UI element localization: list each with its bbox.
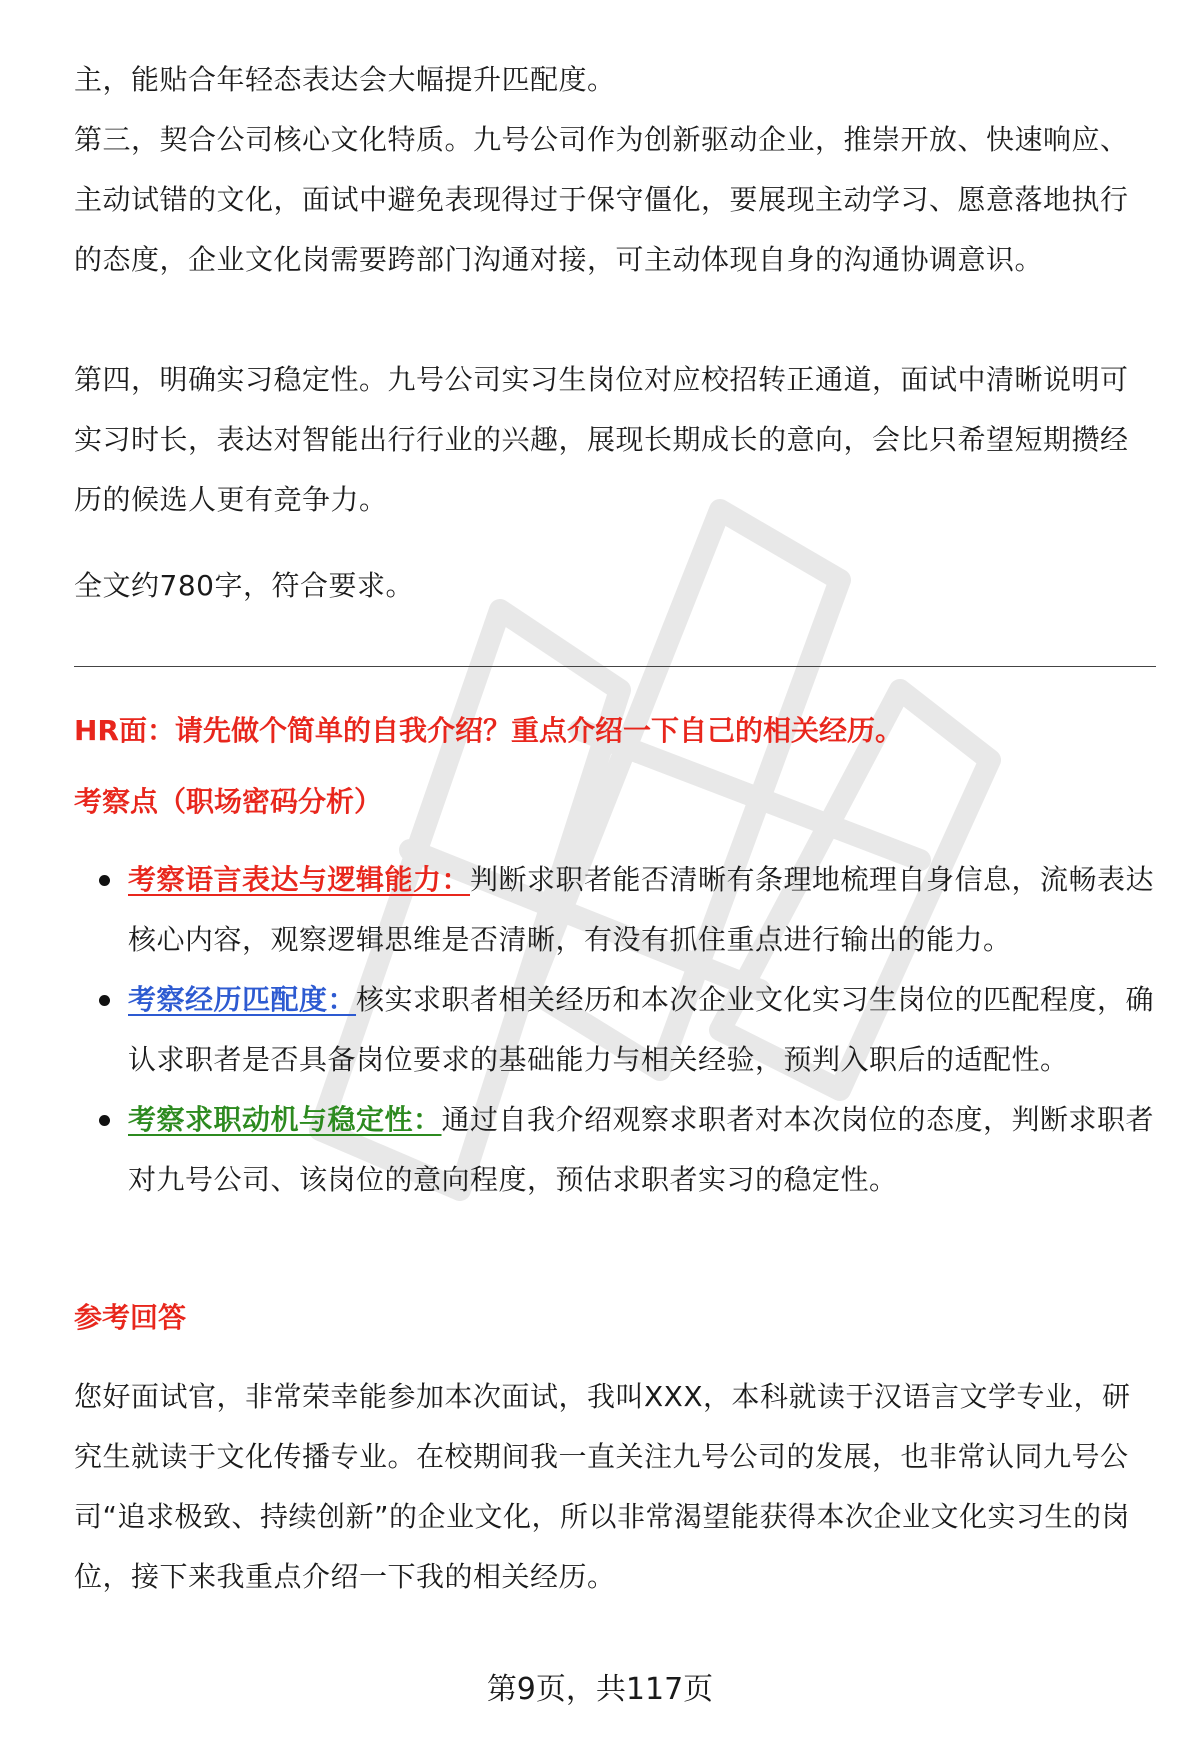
list-item <box>74 970 1156 1090</box>
list-item <box>74 850 1156 970</box>
paragraph-fourth-point: 第四，明确实习稳定性。九号公司实习生岗位对应校招转正通道，面试中清晰说明可实习时长，表达对智能出行行业的兴趣，展现长期成长的意向，会比只希望短期攒经历的候选人更有竞争力。 <box>74 363 1129 516</box>
bullet-title-language: 考察语言表达与逻辑能力： <box>128 863 471 896</box>
bullet-text-experience: 核实求职者相关经历和本次企业文化实习生岗位的匹配程度，确认求职者是否具备岗位要求的基础能力与相关经验，预判入职后的适配性。 <box>128 983 1155 1076</box>
list-item <box>74 1090 1156 1210</box>
hr-question-heading: HR面：请先做个简单的自我介绍？重点介绍一下自己的相关经历。 <box>74 714 903 747</box>
bullet-title-experience: 考察经历匹配度： <box>128 983 357 1016</box>
bullet-text-motivation: 通过自我介绍观察求职者对本次岗位的态度，判断求职者对九号公司、该岗位的意向程度，预估求职者实习的稳定性。 <box>128 1103 1155 1196</box>
analysis-heading: 考察点（职场密码分析） <box>74 785 383 818</box>
page-number: 第9页，共117页 <box>486 1672 714 1707</box>
paragraph-word-count: 全文约780字，符合要求。 <box>74 569 414 602</box>
answer-heading: 参考回答 <box>74 1301 187 1334</box>
answer-paragraph: 您好面试官，非常荣幸能参加本次面试，我叫XXX，本科就读于汉语言文学专业，研究生就读于文化传播专业。在校期间我一直关注九号公司的发展，也非常认同九号公司“追求极致、持续创新”的企业文化，所以非常渴望能获得本次企业文化实习生的岗位，接下来我重点介绍一下我的相关经历。 <box>74 1380 1131 1593</box>
bullet-title-motivation: 考察求职动机与稳定性： <box>128 1103 442 1136</box>
analysis-list <box>74 850 1156 1210</box>
paragraph-third-point: 第三，契合公司核心文化特质。九号公司作为创新驱动企业，推崇开放、快速响应、主动试错的文化，面试中避免表现得过于保守僵化，要展现主动学习、愿意落地执行的态度，企业文化岗需要跨部门沟通对接，可主动体现自身的沟通协调意识。 <box>74 123 1129 276</box>
paragraph-continuation: 主，能贴合年轻态表达会大幅提升匹配度。 <box>74 63 616 96</box>
section-divider <box>74 666 1156 667</box>
bullet-text-language: 判断求职者能否清晰有条理地梳理自身信息，流畅表达核心内容，观察逻辑思维是否清晰，有没有抓住重点进行输出的能力。 <box>128 863 1155 956</box>
